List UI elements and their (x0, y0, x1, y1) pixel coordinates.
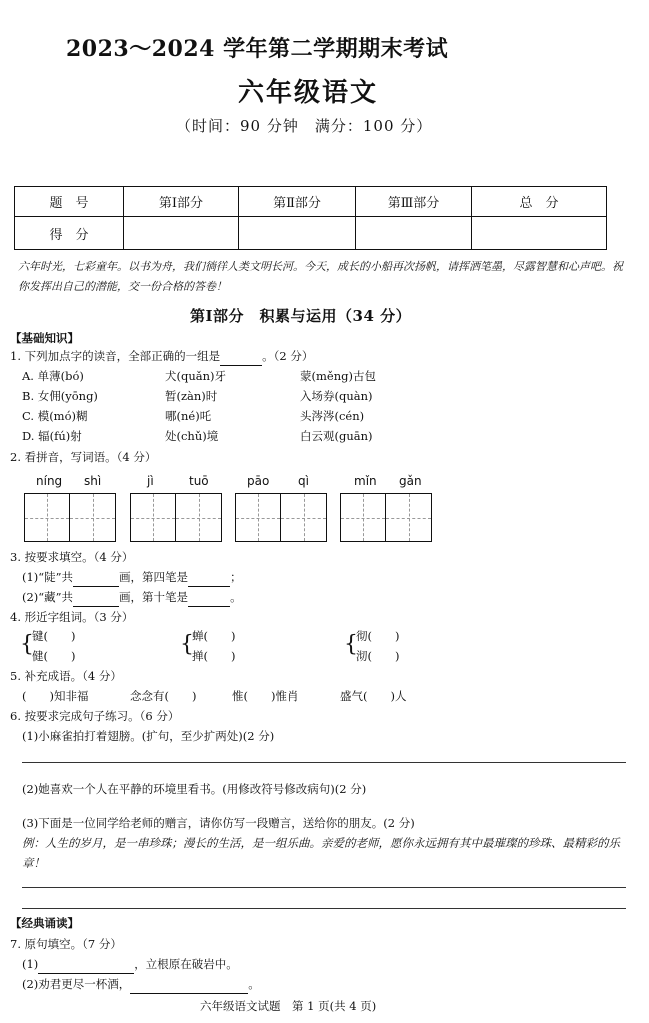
section-title: 第Ⅰ部分 积累与运用（34 分） (190, 307, 412, 325)
q1-option-d1: D. 辐(fú)射 (22, 429, 82, 443)
q3-a1: (1)“陡”共 (22, 570, 74, 584)
exam-title: 2023～2024 学年第二学期期末考试 (66, 36, 449, 62)
q7-l1a: (1) (22, 957, 39, 971)
q1-option-c2: 哪(né)吒 (165, 409, 212, 423)
q1-option-a1: A. 单薄(bó) (22, 369, 84, 383)
score-header-cell: 第Ⅰ部分 (124, 187, 239, 217)
q3-b2: 画，第十笔是 (119, 590, 189, 604)
subject-title: 六年级语文 (238, 78, 379, 108)
q6-sentence3: (3)下面是一位同学给老师的赠言，请你仿写一段赠言，送给你的朋友。(2 分) (22, 816, 415, 830)
q1-score: 。（2 分） (262, 349, 314, 363)
idiom-item[interactable]: ( )知非福 (22, 689, 89, 703)
q4-word[interactable]: 掸( ) (192, 649, 236, 663)
answer-blank[interactable] (38, 961, 134, 974)
pinyin: pāo (247, 474, 270, 488)
idiom-item[interactable]: 念念有( ) (130, 689, 197, 703)
pinyin: níng (36, 474, 63, 488)
q3-a3: ； (230, 570, 242, 584)
idiom-item[interactable]: 惟( )惟肖 (232, 689, 299, 703)
score-table (14, 186, 607, 250)
q3-line1 (22, 567, 242, 587)
intro-paragraph: 六年时光，七彩童年。以书为舟，我们徜徉人类文明长河。今天，成长的小船再次扬帆，请挥洒笔墨，尽露智慧和心声吧。祝你发挥出自己的潜能，交一份合格的答卷！ (18, 260, 623, 293)
answer-blank[interactable] (188, 594, 230, 607)
pinyin: qì (298, 474, 309, 488)
writing-grid[interactable] (24, 493, 116, 542)
q7-stem: 7. 原句填空。（7 分） (10, 937, 122, 951)
q1-option-b3: 入场券(quàn) (300, 389, 373, 403)
q3-b3: 。 (230, 590, 242, 604)
writing-grid[interactable] (235, 493, 327, 542)
q1-stem-text: 1. 下列加点字的读音，全部正确的一组是 (10, 349, 221, 363)
q4-word[interactable]: 键( ) (32, 629, 76, 643)
q3-a2: 画，第四笔是 (119, 570, 189, 584)
q1-option-c1: C. 模(mó)糊 (22, 409, 88, 423)
q1-stem (10, 346, 313, 366)
page-footer: 六年级语文试题 第 1 页(共 4 页) (200, 999, 377, 1013)
score-header-cell: 总 分 (472, 187, 607, 217)
q6-sentence2: (2)她喜欢一个人在平静的环境里看书。(用修改符号修改病句)(2 分) (22, 782, 367, 796)
q1-option-c3: 头涔涔(cén) (300, 409, 365, 423)
idiom-item[interactable]: 盛气( )人 (340, 689, 407, 703)
q3-b1: (2)“藏”共 (22, 590, 74, 604)
q4-word[interactable]: 健( ) (32, 649, 76, 663)
q7-l2a: (2)劝君更尽一杯酒， (22, 977, 131, 991)
brace: { (20, 632, 34, 657)
pinyin: gǎn (399, 474, 422, 488)
q4-word[interactable]: 蝉( ) (192, 629, 236, 643)
q7-line1 (22, 954, 238, 974)
q1-option-d2: 处(chǔ)境 (165, 429, 219, 443)
classic-reading-header: 【经典诵读】 (10, 916, 79, 930)
pinyin: mǐn (354, 474, 377, 488)
writing-grid[interactable] (130, 493, 222, 542)
answer-blank[interactable] (73, 574, 119, 587)
score-header-cell: 第Ⅱ部分 (239, 187, 356, 217)
q1-option-b2: 暂(zàn)时 (165, 389, 218, 403)
answer-line[interactable] (22, 908, 626, 909)
q3-stem: 3. 按要求填空。（4 分） (10, 550, 134, 564)
brace: { (344, 632, 358, 657)
score-input-cell[interactable] (356, 217, 472, 250)
score-input-cell[interactable] (239, 217, 356, 250)
q1-option-b1: B. 女佣(yōng) (22, 389, 98, 403)
pinyin: shì (84, 474, 102, 488)
q4-word[interactable]: 沏( ) (356, 649, 400, 663)
exam-info: （时间：90 分钟 满分：100 分） (176, 117, 433, 135)
q7-line2 (22, 974, 260, 994)
q4-word[interactable]: 彻( ) (356, 629, 400, 643)
q1-option-d3: 白云观(guān) (300, 429, 373, 443)
q3-line2 (22, 587, 242, 607)
pinyin: tuō (189, 474, 209, 488)
answer-blank[interactable] (188, 574, 230, 587)
brace: { (180, 632, 194, 657)
q1-option-a3: 蒙(měng)古包 (300, 369, 376, 383)
q1-answer-blank[interactable] (220, 353, 262, 366)
writing-grid[interactable] (340, 493, 432, 542)
q4-stem: 4. 形近字组词。（3 分） (10, 610, 134, 624)
q6-example: 例：人生的岁月，是一串珍珠；漫长的生活，是一组乐曲。亲爱的老师，愿你永远拥有其中最璀璨的珍珠、最精彩的乐章！ (22, 836, 620, 870)
score-header-cell: 题 号 (15, 187, 124, 217)
pinyin: jì (147, 474, 154, 488)
q6-stem: 6. 按要求完成句子练习。（6 分） (10, 709, 180, 723)
q2-stem: 2. 看拼音，写词语。（4 分） (10, 450, 157, 464)
score-input-cell[interactable] (472, 217, 607, 250)
answer-blank[interactable] (130, 981, 248, 994)
score-row-label: 得 分 (15, 217, 124, 250)
basic-knowledge-header: 【基础知识】 (10, 331, 79, 345)
q5-stem: 5. 补充成语。（4 分） (10, 669, 122, 683)
answer-blank[interactable] (73, 594, 119, 607)
q6-sentence1: (1)小麻雀拍打着翅膀。(扩句，至少扩两处)(2 分) (22, 729, 275, 743)
q7-l2b: 。 (248, 977, 260, 991)
q7-l1b: ，立根原在破岩中。 (134, 957, 238, 971)
answer-line[interactable] (22, 762, 626, 763)
answer-line[interactable] (22, 887, 626, 888)
score-input-cell[interactable] (124, 217, 239, 250)
score-header-cell: 第Ⅲ部分 (356, 187, 472, 217)
q1-option-a2: 犬(quǎn)牙 (165, 369, 227, 383)
